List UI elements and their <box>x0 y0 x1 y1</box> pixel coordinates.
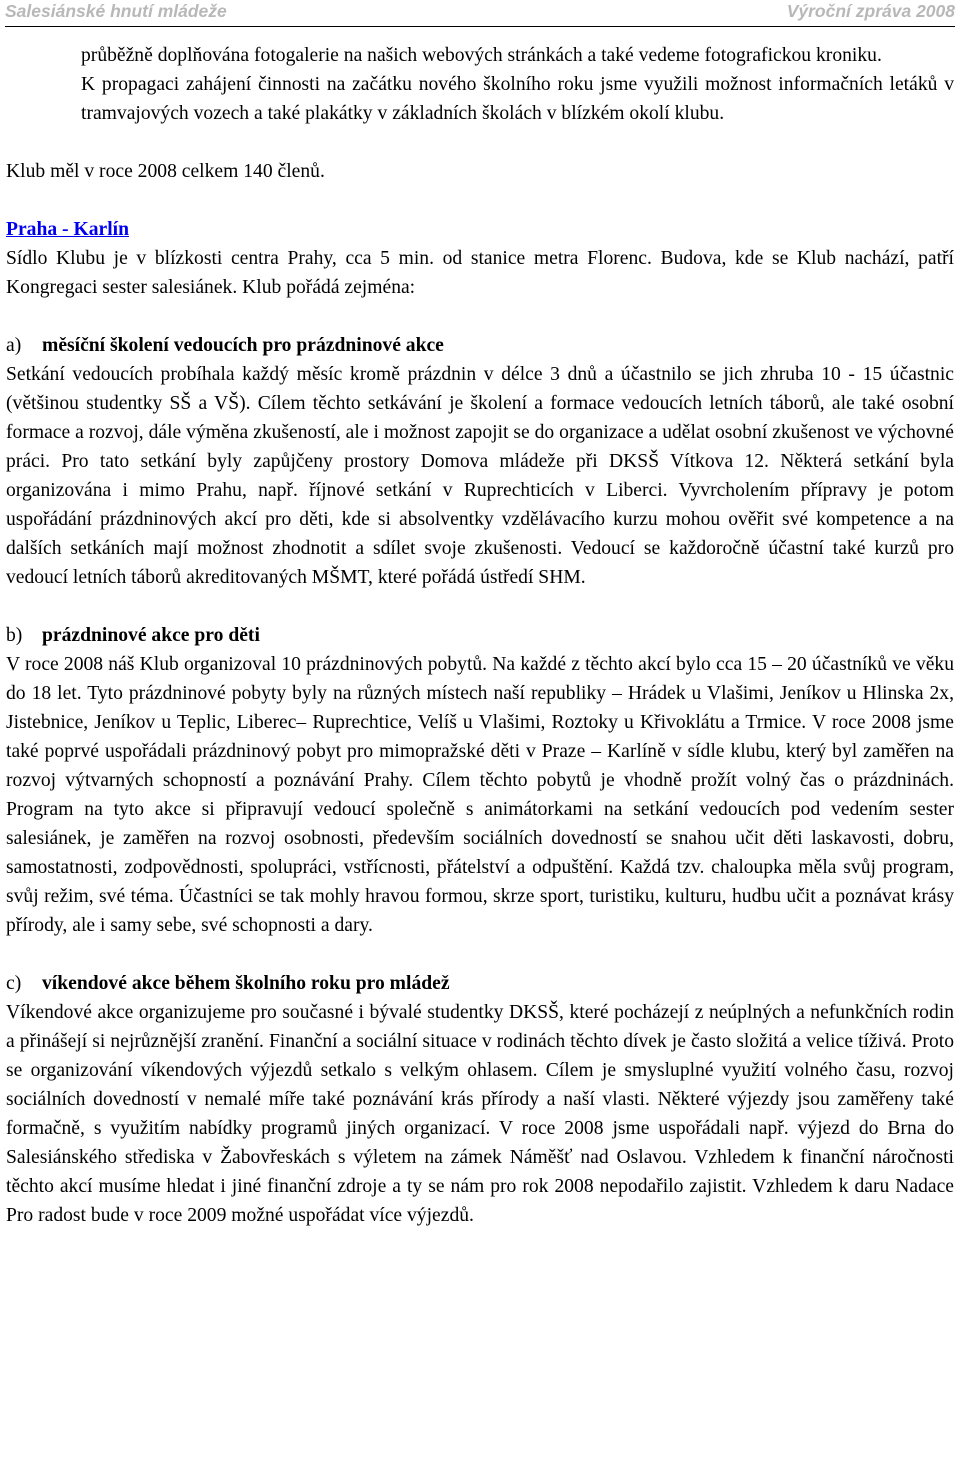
section-heading <box>6 969 954 998</box>
section-letter: a) <box>6 335 22 356</box>
page-header <box>5 0 955 27</box>
section-title: měsíční školení vedoucích pro prázdninové akce <box>42 335 444 356</box>
header-organization: Salesiánské hnutí mládeže <box>5 1 227 21</box>
section-heading <box>6 331 954 360</box>
section-text: Víkendové akce organizujeme pro současné i bývalé studentky DKSŠ, které pocházejí z neúplných a nefunkčních rodin a přinášejí si nejrůznější zranění. Finanční a sociální situace v rodinách těchto dívek je často složitá a velice tíživá. Proto se organizování víkendových výjezdů setkalo s velkým ohlasem. Cílem je smysluplné využití volného času, rozvoj sociálních dovedností v nemalé míře také poznávání krás přírody a naší vlasti. Některé výjezdy jsou zaměřeny také formačně, s využitím nabídky programů jiných organizací. V roce 2008 jsme uspořádali např. výjezd do Brna do Salesiánského střediska v Žabovřeskách s výletem na zámek Náměšť nad Oslavou. Vzhledem k finanční náročnosti těchto akcí musíme hledat i jiné finanční zdroje a ty se nám pro rok 2008 nepodařilo zajistit. Vzhledem k daru Nadace Pro radost bude v roce 2009 možné uspořádat více výjezdů. <box>6 1002 954 1226</box>
document-body <box>6 41 954 1230</box>
members-count: Klub měl v roce 2008 celkem 140 členů. <box>6 161 325 182</box>
section-a <box>6 331 954 592</box>
header-report-title: Výroční zpráva 2008 <box>786 1 955 21</box>
section-c <box>6 969 954 1230</box>
section-title: víkendové akce během školního roku pro mládež <box>42 973 450 994</box>
section-letter: c) <box>6 973 22 994</box>
intro-paragraph-promotion: K propagaci zahájení činnosti na začátku nového školního roku jsme využili možnost informačních letáků v tramvajových vozech a také plakátky v základních školách v blízkém okolí klubu. <box>81 74 954 124</box>
club-description: Sídlo Klubu je v blízkosti centra Prahy, cca 5 min. od stanice metra Florenc. Budova, kde se Klub nachází, patří Kongregaci sester salesiánek. Klub pořádá zejména: <box>6 248 954 298</box>
section-letter: b) <box>6 625 23 646</box>
section-text: V roce 2008 náš Klub organizoval 10 prázdninových pobytů. Na každé z těchto akcí bylo cca 15 – 20 účastníků ve věku do 18 let. Tyto prázdninové pobyty byly na různých místech naší republiky – Hrádek u Vlašimi, Jeníkov u Hlinska 2x, Jistebnice, Jeníkov u Teplic, Liberec– Ruprechtice, Velíš u Vlašimi, Roztoky u Křivoklátu a Trmice. V roce 2008 jsme také poprvé uspořádali prázdninový pobyt pro mimopražské děti v Praze – Karlíně v sídle klubu, který byl zaměřen na rozvoj výtvarných schopností a poznávání Prahy. Cílem těchto pobytů je vhodně prožít volný čas o prázdninách. Program na tyto akce si připravují vedoucí společně s animátorkami na setkání vedoucích pod vedením sester salesiánek, je zaměřen na rozvoj osobnosti, především sociálních dovedností se snahou učit děti laskavosti, dobru, samostatnosti, zodpovědnosti, spolupráci, vstřícnosti, přátelství a odpuštění. Každá tzv. chaloupka měla svůj program, svůj režim, své téma. Účastníci se tak mohly hravou formou, skrze sport, turistiku, kulturu, hudbu učit a poznávat krásy přírody, ale i samy sebe, své schopnosti a dary. <box>6 654 954 936</box>
section-title: prázdninové akce pro děti <box>42 625 260 646</box>
section-text: Setkání vedoucích probíhala každý měsíc kromě prázdnin v délce 3 dnů a účastnilo se jich zhruba 10 - 15 účastnic (většinou studentky SŠ a VŠ). Cílem těchto setkávání je školení a formace vedoucích letních táborů, ale také osobní formace a rozvoj, dále výměna zkušeností, ale i možnost zapojit se do organizace a udělat osobní zkušenost ve výchovné práci. Pro tato setkání byly zapůjčeny prostory Domova mládeže při DKSŠ Vítkova 12. Některá setkání byla organizována i mimo Prahu, např. říjnové setkání v Ruprechticích v Liberci. Vyvrcholením přípravy je potom uspořádání prázdninových akcí pro děti, kde si absolventky vzdělávacího kurzu mohou ověřit své kompetence a na dalších setkáních mají možnost zhodnotit a sdílet svoje zkušenosti. Vedoucí se každoročně účastní také kurzů pro vedoucí letních táborů akreditovaných MŠMT, které pořádá ústředí SHM. <box>6 364 954 588</box>
section-heading <box>6 621 954 650</box>
intro-paragraph-gallery: průběžně doplňována fotogalerie na našich webových stránkách a také vedeme fotografickou kroniku. <box>81 45 882 66</box>
club-title-link[interactable]: Praha - Karlín <box>6 219 129 240</box>
section-b <box>6 621 954 940</box>
